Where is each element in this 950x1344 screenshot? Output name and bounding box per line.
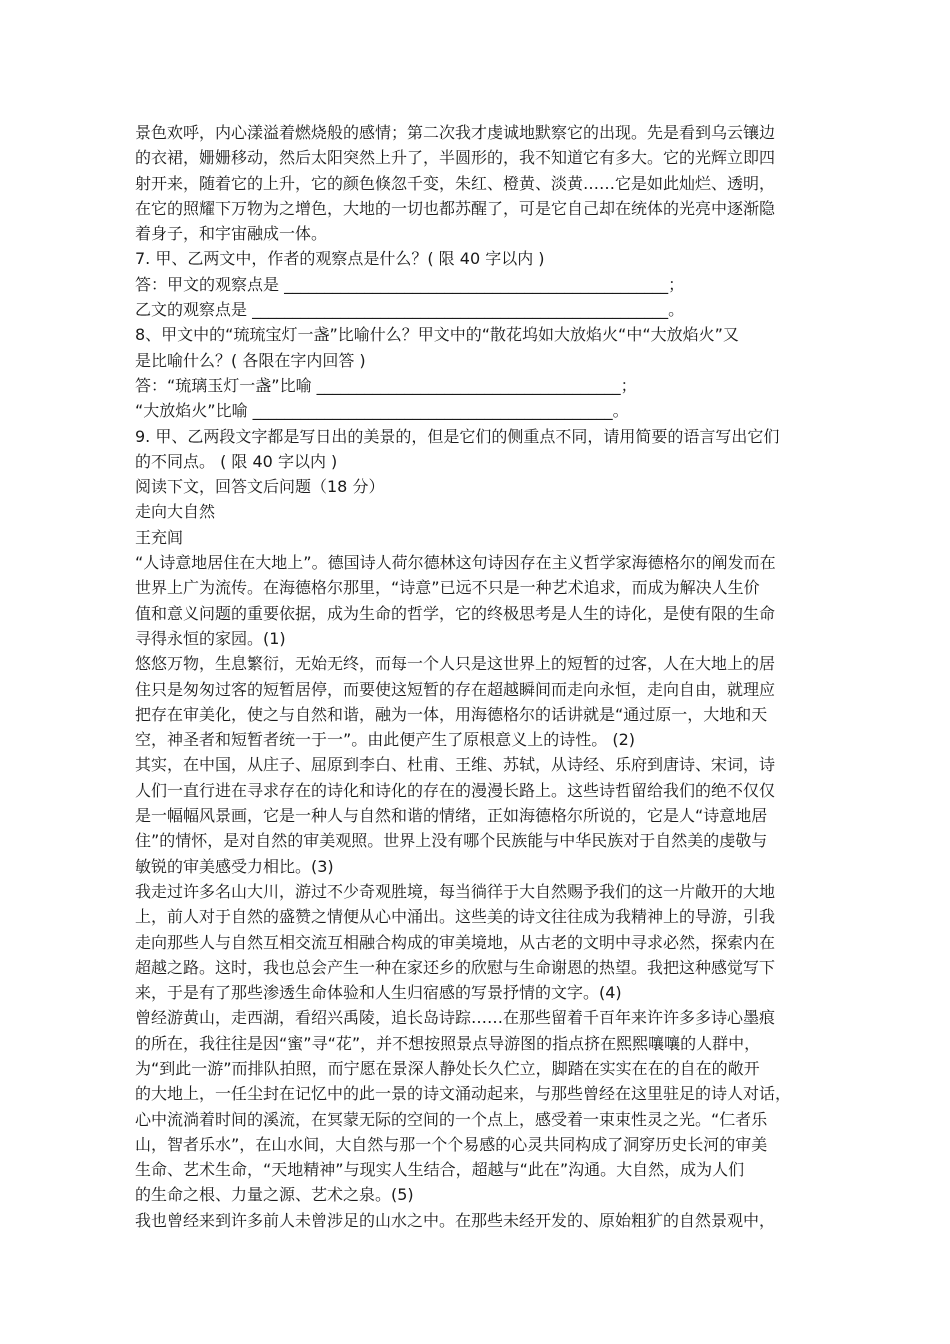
text-line: 生命、艺术生命，“天地精神”与现实人生结合，超越与“此在”沟通。大自然，成为人们 — [135, 1160, 745, 1180]
text-line: 是一幅幅风景画，它是一种人与自然和谐的情绪，正如海德格尔所说的，它是人“诗意地居 — [135, 806, 768, 826]
text-line: 山，智者乐水”，在山水间，大自然与那一个个易感的心灵共同构成了洞穿历史长河的审美 — [135, 1134, 768, 1154]
text-line: 的不同点。 ( 限 40 字以内 ) — [135, 451, 338, 471]
text-line: 空，神圣者和短暂者统一于一”。由此便产生了原根意义上的诗性。 (2) — [135, 730, 636, 750]
text-line: 寻得永恒的家园。(1) — [135, 628, 286, 648]
text-line: 世界上广为流传。在海德格尔那里，“诗意”已远不只是一种艺术追求，而成为解决人生价 — [135, 578, 760, 598]
text-line: 悠悠万物，生息繁衍，无始无终，而每一个人只是这世界上的短暂的过客，人在大地上的居 — [135, 654, 776, 674]
text-line: 8、甲文中的“琉琉宝灯一盏”比喻什么？甲文中的“散花坞如大放焰火“中“大放焰火”又 — [135, 325, 739, 345]
text-line: 是比喻什么？( 各限在字内回答 ) — [135, 350, 366, 370]
text-line: 7. 甲、乙两文中，作者的观察点是什么？( 限 40 字以内 ) — [135, 249, 545, 269]
text-line: 超越之路。这时，我也总会产生一种在家还乡的欣慰与生命谢恩的热望。我把这种感觉写下 — [135, 957, 776, 977]
text-line: 上，前人对于自然的盛赞之情便从心中涌出。这些美的诗文往往成为我精神上的导游，引我 — [135, 907, 776, 927]
text-line: 来，于是有了那些渗透生命体验和人生归宿感的写景抒情的文字。(4) — [135, 983, 622, 1003]
text-line: 曾经游黄山，走西湖，看绍兴禹陵，追长岛诗踪……在那些留着千百年来许许多多诗心墨痕 — [135, 1008, 776, 1028]
text-line: 王充闾 — [135, 527, 184, 547]
text-line: 走向那些人与自然互相交流互相融合构成的审美境地，从古老的文明中寻求必然，探索内在 — [135, 932, 776, 952]
text-line: 走向大自然 — [135, 502, 216, 522]
text-line: 住只是匆匆过客的短暂居停，而要使这短暂的存在超越瞬间而走向永恒，走向自由，就理应 — [135, 679, 776, 699]
text-line: 景色欢呼，内心漾溢着燃烧般的感情；第二次我才虔诚地默察它的出现。先是看到乌云镶边 — [135, 123, 776, 142]
text-line: 把存在审美化，使之与自然和谐，融为一体，用海德格尔的话讲就是“通过原一，大地和天 — [135, 704, 768, 724]
text-line: 射开来，随着它的上升，它的颜色倏忽千变，朱红、橙黄、淡黄……它是如此灿烂、透明， — [135, 173, 776, 193]
text-line: “人诗意地居住在大地上”。德国诗人荷尔德林这句诗因存在主义哲学家海德格尔的阐发而在 — [135, 553, 776, 573]
text-line: 9. 甲、乙两段文字都是写日出的美景的，但是它们的侧重点不同，请用简要的语言写出它们 — [135, 426, 780, 446]
text-line: 人们一直行进在寻求存在的诗化和诗化的存在的漫漫长路上。这些诗哲留给我们的绝不仅仅 — [135, 780, 776, 800]
text-line: 我也曾经来到许多前人未曾涉足的山水之中。在那些未经开发的、原始粗犷的自然景观中， — [135, 1210, 776, 1230]
document-body — [135, 120, 827, 1233]
text-line: 我走过许多名山大川，游过不少奇观胜境，每当徜徉于大自然赐予我们的这一片敞开的大地 — [135, 881, 776, 901]
text-line: 心中流淌着时间的溪流，在冥蒙无际的空间的一个点上，感受着一束束性灵之光。“仁者乐 — [135, 1109, 768, 1129]
text-line: 在它的照耀下万物为之增色，大地的一切也都苏醒了，可是它自己却在统体的光亮中逐渐隐 — [135, 198, 776, 218]
text-line: “大放焰火”比喻 _____________________________________________。 — [135, 401, 629, 421]
text-line: 的衣裙，姗姗移动，然后太阳突然上升了，半圆形的，我不知道它有多大。它的光辉立即四 — [135, 148, 776, 168]
text-line: 着身子，和宇宙融成一体。 — [135, 224, 328, 244]
text-line: 乙文的观察点是 ____________________________________________________。 — [135, 300, 685, 320]
text-line: 敏锐的审美感受力相比。(3) — [135, 856, 334, 876]
text-line: 阅读下文，回答文后问题（18 分） — [135, 477, 385, 497]
text-line: 的生命之根、力量之源、艺术之泉。(5) — [135, 1185, 414, 1205]
text-line: 值和意义问题的重要依据，成为生命的哲学，它的终极思考是人生的诗化，是使有限的生命 — [135, 603, 776, 623]
text-line: 的所在，我往往是因“蜜”寻“花”，并不想按照景点导游图的指点挤在熙熙嚷嚷的人群中， — [135, 1033, 761, 1053]
text-line: 答：甲文的观察点是 ________________________________________________； — [135, 274, 685, 294]
text-line: 其实，在中国，从庄子、屈原到李白、杜甫、王维、苏轼，从诗经、乐府到唐诗、宋词，诗 — [135, 755, 776, 775]
text-line: 的大地上，一任尘封在记忆中的此一景的诗文涌动起来，与那些曾经在这里驻足的诗人对话， — [135, 1084, 792, 1104]
text-line: 为“到此一游”而排队拍照，而宁愿在景深人静处长久伫立，脚踏在实实在在的自在的敞开 — [135, 1058, 760, 1078]
text-line: 答：“琉璃玉灯一盏”比喻 ______________________________________； — [135, 375, 637, 395]
text-line: 住”的情怀，是对自然的审美观照。世界上没有哪个民族能与中华民族对于自然美的虔敬与 — [135, 831, 768, 851]
